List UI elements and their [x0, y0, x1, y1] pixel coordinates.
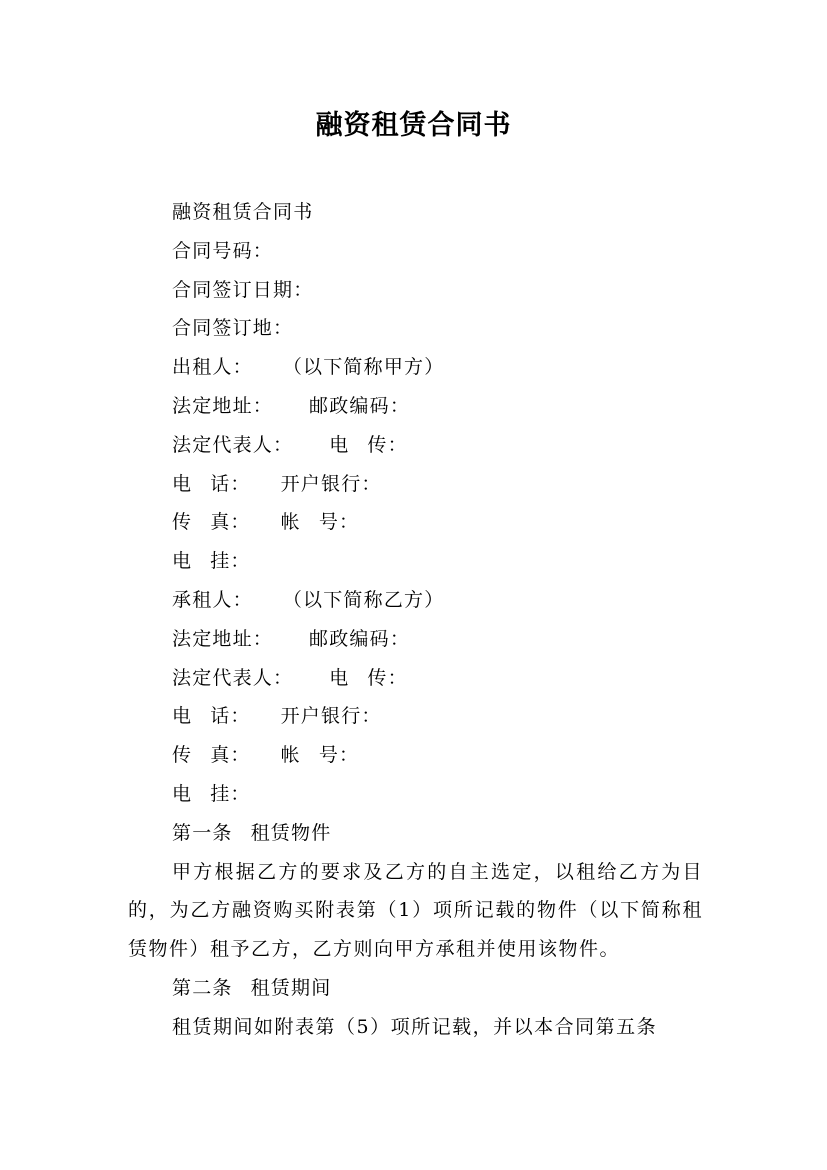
article1-body: 甲方根据乙方的要求及乙方的自主选定，以租给乙方为目的，为乙方融资购买附表第（1）项所记载的物件（以下简称租赁物件）租予乙方，乙方则向甲方承租并使用该物件。 — [128, 860, 703, 961]
lessee-tel-2: 挂： — [210, 782, 251, 805]
lessor-address-line — [128, 387, 703, 426]
sign-date-label: 合同签订日期： — [172, 278, 314, 301]
lessor-tel-1: 电 — [172, 550, 193, 573]
lessee-line — [128, 581, 703, 620]
lessee-account-2: 号： — [318, 744, 360, 767]
lessor-dian-char: 电 — [329, 433, 350, 456]
lessee-bank-label: 开户银行： — [280, 705, 382, 728]
lessee-account-1: 帐 — [280, 744, 301, 767]
lessee-address-line — [128, 620, 703, 659]
article2-heading — [128, 969, 703, 1008]
lessee-chuan-char: 传： — [367, 666, 408, 689]
lessor-tel-line — [128, 542, 703, 581]
lessee-postcode-label: 邮政编码： — [309, 627, 411, 650]
lessor-account-1: 帐 — [280, 511, 301, 534]
lessee-tel-line — [128, 775, 703, 814]
lessee-phone-line — [128, 697, 703, 736]
lessee-rep-line — [128, 659, 703, 698]
article1-title: 租赁物件 — [250, 821, 332, 844]
lessor-fax-2: 真： — [210, 511, 251, 534]
lessee-phone-2: 话： — [210, 705, 251, 728]
article2-body: 租赁期间如附表第（5）项所记载，并以本合同第五条 — [172, 1015, 658, 1038]
lessee-note: （以下简称乙方） — [282, 588, 445, 611]
article1-heading — [128, 814, 703, 853]
lessee-dian-char: 电 — [329, 666, 350, 689]
lessor-bank-label: 开户银行： — [280, 472, 382, 495]
lessee-fax-line — [128, 736, 703, 775]
contract-number-label: 合同号码： — [172, 239, 274, 262]
lessor-rep-label: 法定代表人： — [172, 433, 294, 456]
lessor-fax-line — [128, 503, 703, 542]
lessor-line — [128, 348, 703, 387]
document-title: 融资租赁合同书 — [315, 110, 512, 141]
article2-number: 第二条 — [172, 976, 233, 999]
lessee-rep-label: 法定代表人： — [172, 666, 294, 689]
sign-place-label: 合同签订地： — [172, 317, 294, 340]
lessor-fax-1: 传 — [172, 511, 193, 534]
lessor-phone-1: 电 — [172, 472, 193, 495]
lessor-chuan-char: 传： — [367, 433, 408, 456]
lessor-postcode-label: 邮政编码： — [309, 394, 411, 417]
lessor-phone-2: 话： — [210, 472, 251, 495]
heading-repeat: 融资租赁合同书 — [172, 201, 314, 223]
article2-title: 租赁期间 — [250, 976, 332, 999]
lessor-note: （以下简称甲方） — [282, 356, 445, 379]
lessee-phone-1: 电 — [172, 705, 193, 728]
lessor-account-2: 号： — [318, 511, 360, 534]
lessor-phone-line — [128, 465, 703, 504]
lessee-address-label: 法定地址： — [172, 627, 274, 650]
lessee-fax-2: 真： — [210, 744, 251, 767]
lessor-address-label: 法定地址： — [172, 394, 274, 417]
lessee-fax-1: 传 — [172, 744, 193, 767]
lessee-tel-1: 电 — [172, 782, 193, 805]
article1-number: 第一条 — [172, 821, 233, 844]
lessor-label: 出租人： — [172, 356, 253, 379]
lessor-tel-2: 挂： — [210, 550, 251, 573]
document-body — [128, 193, 703, 1047]
lessor-rep-line — [128, 426, 703, 465]
lessee-label: 承租人： — [172, 588, 253, 611]
